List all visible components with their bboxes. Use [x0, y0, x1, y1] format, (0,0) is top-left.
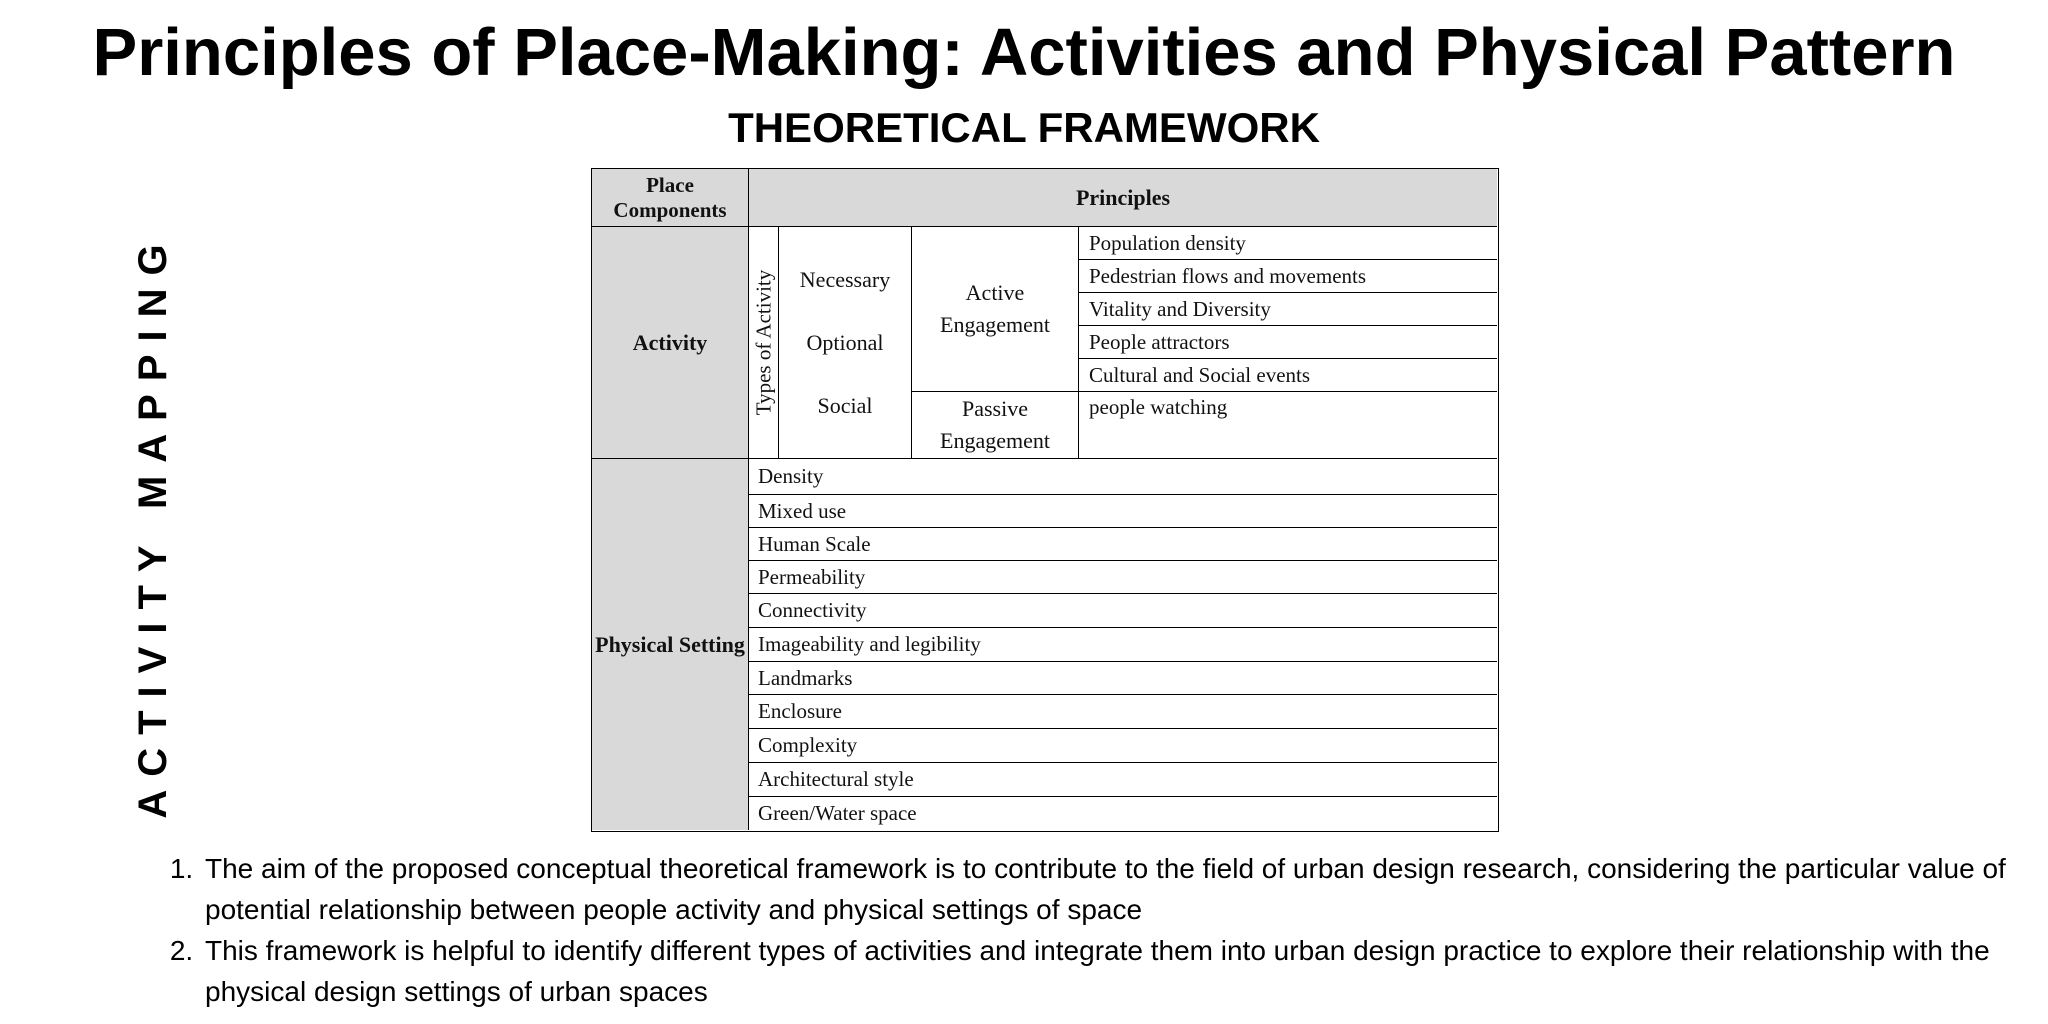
page-subtitle: THEORETICAL FRAMEWORK	[728, 104, 1320, 151]
physical-principle: Connectivity	[749, 594, 1497, 628]
physical-principle: Architectural style	[749, 763, 1497, 797]
active-principle: People attractors	[1079, 326, 1497, 359]
physical-principle: Permeability	[749, 561, 1497, 594]
activity-types	[779, 227, 912, 459]
types-of-activity-label: Types of Activity	[751, 269, 776, 416]
header-place-components: Place Components	[592, 169, 749, 227]
passive-principle: people watching	[1079, 392, 1497, 459]
note-item: 2. This framework is helpful to identify different types of activities and integrate them into urban design practice to explore their relationship with the physical design settings of urban spaces	[201, 930, 2008, 1012]
active-principle: Vitality and Diversity	[1079, 293, 1497, 326]
physical-principle: Human Scale	[749, 528, 1497, 561]
passive-engagement: Passive Engagement	[912, 392, 1079, 459]
physical-principle: Landmarks	[749, 662, 1497, 695]
active-principle: Cultural and Social events	[1079, 359, 1497, 392]
physical-principle: Density	[749, 459, 1497, 495]
header-principles: Principles	[749, 169, 1497, 227]
physical-setting-label: Physical Setting	[592, 459, 749, 830]
activity-label: Activity	[592, 227, 749, 459]
physical-principle: Complexity	[749, 729, 1497, 763]
physical-principle: Green/Water space	[758, 801, 917, 825]
note-item: 1. The aim of the proposed conceptual theoretical framework is to contribute to the field of urban design research, considering the particular value of potential relationship between people activity and physical settings of space	[201, 848, 2008, 930]
side-label: ACTIVITY MAPPING	[131, 231, 175, 819]
activity-type-optional: Optional	[806, 329, 884, 355]
framework-table	[591, 168, 1499, 832]
active-principle: Population density	[1079, 227, 1497, 260]
physical-principle: Mixed use	[749, 495, 1497, 528]
types-of-activity-cell	[749, 227, 779, 459]
physical-principle: Imageability and legibility	[749, 628, 1497, 662]
activity-type-social: Social	[817, 392, 873, 418]
physical-principle: Enclosure	[749, 695, 1497, 729]
page-title: Principles of Place-Making: Activities and Physical Pattern	[92, 15, 1956, 90]
active-principle: Pedestrian flows and movements	[1079, 260, 1497, 293]
notes-list	[148, 848, 2008, 1012]
active-engagement: Active Engagement	[912, 227, 1079, 392]
activity-type-necessary: Necessary	[799, 266, 891, 292]
